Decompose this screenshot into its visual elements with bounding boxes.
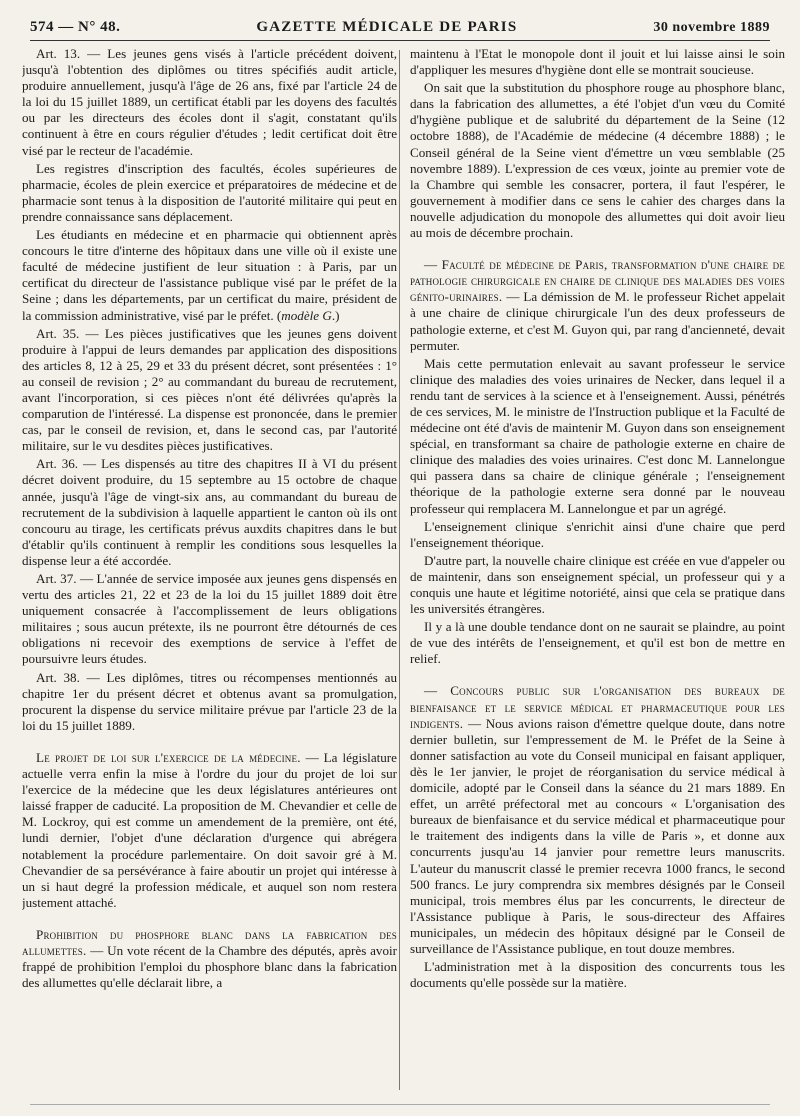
section-faculte — [410, 257, 785, 354]
section-gap — [410, 243, 785, 257]
section-faculte-text: — La démission de M. le professeur Richet appelait à une chaire de clinique chirurgicale l'un des deux professeurs de pathologie externe, et c'est M. Guyon qui, par rang d'ancienneté, devait permuter. — [410, 289, 785, 353]
section-gap — [22, 736, 397, 750]
section-gap — [410, 669, 785, 683]
header-rule — [30, 40, 770, 41]
paragraph-phosphore-rouge: On sait que la substitution du phosphore rouge au phosphore blanc, dans la fabrication des allumettes, a été l'objet d'un vœu du Comité d'hygiène publique et de salubrité du département de la Seine (12 octobre 1888), de l'Académie de médecine (4 décembre 1888) ; le Conseil général de la Seine vient d'émettre un vœu semblable (25 novembre 1889). L'expression de ces vœux, jointe au premier vote de la Chambre qui semble les consacrer, portera, il faut l'espérer, le gouvernement à modifier dans ce sens le cahier des charges dans la nouvelle adjudication du monopole des allumettes qui doit avoir lieu au mois de décembre prochain. — [410, 80, 785, 241]
article-13: Art. 13. — Les jeunes gens visés à l'article précédent doivent, jusqu'à l'obtention des diplômes ou titres spécifiés audit article, produire annuellement, jusqu'à l'âge de 26 ans, fixé par l'article 24 de la loi du 15 juillet 1889, un certificat établi par les doyens des facultés ou par les directeurs des écoles dont il s'agit, constatant qu'ils continuent à être en cours régulier d'études ; ledit certificat doit être visé par le recteur de l'académie. — [22, 46, 397, 158]
article-36: Art. 36. — Les dispensés au titre des chapitres II à VI du présent décret doivent produire, du 15 septembre au 15 octobre de chaque année, jusqu'à l'âge de vingt-six ans, au commandant du bureau de recrutement de la subdivision à laquelle appartient le canton où ils ont concouru au tirage, les certificats prévus auxdits chapitres dans le but d'établir qu'ils continuent à remplir les conditions sous lesquelles la dispense leur a été accordée. — [22, 456, 397, 568]
section-heading-projet-de-loi: Le projet de loi sur l'exercice de la médecine. — [36, 749, 301, 765]
section-phosphore — [22, 927, 397, 991]
paragraph-etudiants-text: Les étudiants en médecine et en pharmacie qui obtiennent après concours le titre d'interne des hôpitaux dans une ville où il existe une faculté de médecine justifient de leur situation : à Paris, par un certificat du directeur de l'assistance publique visé par le préfet de la Seine ; dans les départements, par un certificat du maire, président de la commission administrative, visé par le préfet. ( — [22, 227, 397, 323]
paragraph-administration: L'administration met à la disposition des concurrents tous les documents qu'elle possède sur la matière. — [410, 959, 785, 991]
paragraph-double-tendance: Il y a là une double tendance dont on ne saurait se plaindre, au point de vue des intérêts de l'enseignement, et qu'il est bon de mettre en relief. — [410, 619, 785, 667]
paragraph-permutation: Mais cette permutation enlevait au savant professeur le service clinique des maladies des voies urinaires de Necker, dans lequel il a rendu tant de services à la science et à l'enseignement. Aussi, pénétrés de ces services, M. le ministre de l'Instruction publique et la Faculté de médecine ont été d'avis de maintenir M. Guyon dans son enseignement spécial, en transformant sa chaire de pathologie externe en chaire de clinique des maladies des voies urinaires. C'est donc M. Lannelongue qui passera dans sa chaire de clinique générale ; l'enseignement théorique de la pathologie externe sera donné par le nouveau professeur qui remplacera M. Lannelongue et par un agrégé. — [410, 355, 785, 516]
article-37: Art. 37. — L'année de service imposée aux jeunes gens dispensés en vertu des articles 21, 22 et 23 de la loi du 15 juillet 1889 doit être uniquement consacrée à l'accomplissement de leurs obligations militaires ; sous aucun prétexte, ils ne pourront être détournés de ces obligations ni recevoir des exemptions de service à l'effet de poursuivre leurs études. — [22, 571, 397, 667]
article-35: Art. 35. — Les pièces justificatives que les jeunes gens doivent produire à l'appui de leurs demandes par application des dispositions des articles 8, 12 à 25, 29 et 33 du présent décret, sont présentées : 1° au conseil de revision ; 2° au commandant du bureau de recrutement, avant l'incorporation, si ces pièces n'ont été délivrées qu'après la comparution de l'intéressé. La dispense est prononcée, dans le premier cas, par le conseil de revision, et, dans le second cas, par l'autorité militaire, sur le vu desdites pièces justificatives. — [22, 325, 397, 454]
left-column — [22, 46, 397, 1106]
paragraph-monopole: maintenu à l'Etat le monopole dont il jouit et lui laisse ainsi le soin d'appliquer les mesures d'hygiène dont elle se montrait soucieuse. — [410, 46, 785, 78]
section-projet-de-loi-text: — La législature actuelle verra enfin la mise à l'ordre du jour du projet de loi sur l'exercice de la médecine que les deux législatures antérieures ont laissé frapper de caducité. La proposition de M. Chevandier et celle de M. Lockroy, qui est comme un amendement de la première, ont été, lundi dernier, l'objet d'une déclaration d'urgence qui abrégera notablement la procédure parlementaire. On doit savoir gré à M. Chevandier de sa persévérance à faire aboutir un projet qui intéresse à un si haut degré la profession médicale, et auquel son nom restera justement attaché. — [22, 749, 397, 910]
section-projet-de-loi — [22, 750, 397, 911]
issue-date: 30 novembre 1889 — [653, 20, 770, 35]
page-number: 574 — N° 48. — [30, 19, 121, 35]
model-reference: modèle G — [281, 307, 332, 323]
column-separator — [399, 50, 400, 1090]
paragraph-registres: Les registres d'inscription des facultés, écoles supérieures de pharmacie, écoles de plein exercice et préparatoires de médecine et de pharmacie sont tenus à la disposition de l'autorité militaire qui peut en prendre connaissance sans déplacement. — [22, 160, 397, 224]
paragraph-enseignement-clinique: L'enseignement clinique s'enrichit ainsi d'une chaire que perd l'enseignement théorique. — [410, 518, 785, 550]
bottom-rule — [30, 1104, 770, 1105]
paragraph-autre-part: D'autre part, la nouvelle chaire clinique est créée en vue d'appeler ou de maintenir, dans son enseignement spécial, un professeur qui y a conquis une haute et légitime notoriété, ainsi que cela se pratique dans les universités étrangères. — [410, 552, 785, 617]
article-38: Art. 38. — Les diplômes, titres ou récompenses mentionnés au chapitre 1er du présent décret et obtenus avant sa promulgation, procurent la dispense du service militaire prévue par l'article 23 de la loi du 15 juillet 1889. — [22, 669, 397, 733]
section-phosphore-text: — Un vote récent de la Chambre des députés, après avoir frappé de prohibition l'emploi du phosphore blanc dans la fabrication des allumettes qu'elle déclarait libre, a — [22, 942, 397, 991]
section-gap — [22, 913, 397, 927]
section-concours-text: — Nous avions raison d'émettre quelque doute, dans notre dernier bulletin, sur l'empressement de M. le Préfet de la Seine à donner satisfaction au vote du Conseil municipal en faisant appliquer, dès le 1er janvier, le projet de réorganisation du service médical à domicile, adopté par le Conseil dans la séance du 21 mars 1889. En effet, un arrêté préfectoral met au concours « L'organisation des bureaux de bienfaisance et du service médical et pharmaceutique pour le traitement des indigents dans la ville de Paris », et donne aux concurrents jusqu'au 14 janvier pour remettre leurs manuscrits. L'auteur du manuscrit classé le premier recevra 1000 francs, le second 500 francs. Le jury comprendra six membres désignés par le Conseil municipal, trois membres élus par les concurrents, le directeur de l'Assistance publique à Paris, le sous-directeur des Affaires municipales, un médecin des hôpitaux désigné par le Conseil de surveillance de l'Assistance publique, en tout douze membres. — [410, 715, 785, 956]
paragraph-etudiants-end: .) — [331, 307, 340, 323]
journal-title: GAZETTE MÉDICALE DE PARIS — [256, 19, 518, 35]
paragraph-etudiants — [22, 227, 397, 324]
page-header — [30, 14, 770, 36]
section-heading-concours: — Concours public sur l'organisation des bureaux de bienfaisance et le service médical et pharmaceutique pour les indigents. — [410, 683, 785, 731]
section-heading-faculte: — Faculté de médecine de Paris, transformation d'une chaire de pathologie chirurgicale en chaire de clinique des maladies des voies génito-urinaires. — [410, 257, 785, 305]
right-column — [410, 46, 785, 1106]
section-concours — [410, 683, 785, 957]
section-heading-phosphore: Prohibition du phosphore blanc dans la fabrication des allumettes. — [22, 926, 397, 958]
